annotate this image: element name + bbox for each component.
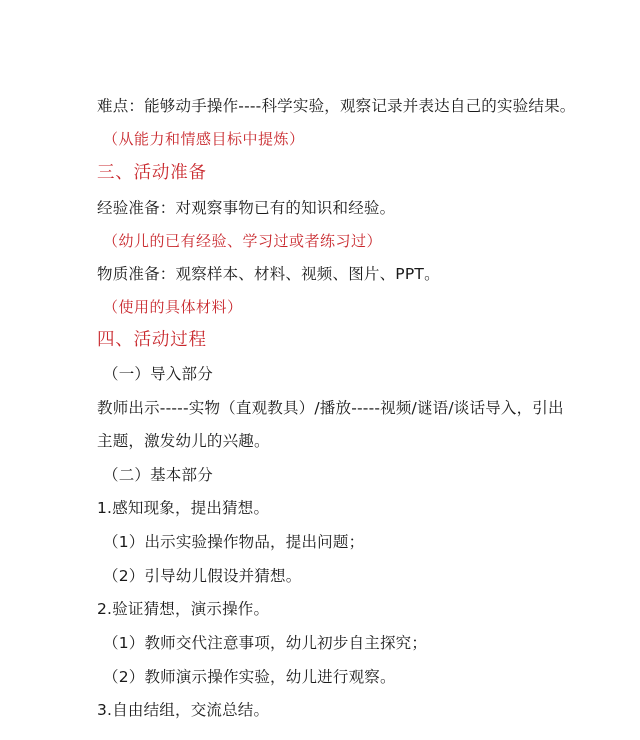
- difficulty-text: 难点：能够动手操作----科学实验，观察记录并表达自己的实验结果。: [97, 97, 576, 115]
- heading-process: 四、活动过程: [97, 330, 207, 350]
- step-1: 1.感知现象，提出猜想。: [97, 499, 270, 517]
- step-2-a: （1）教师交代注意事项，幼儿初步自主探究；: [103, 634, 428, 652]
- step-3: 3.自由结组，交流总结。: [97, 701, 270, 719]
- experience-prep-text: 经验准备：对观察事物已有的知识和经验。: [97, 199, 396, 217]
- note-experience: （幼儿的已有经验、学习过或者练习过）: [103, 232, 383, 250]
- step-2: 2.验证猜想，演示操作。: [97, 600, 270, 618]
- teacher-show-line-1: 教师出示-----实物（直观教具）/播放-----视频/谜语/谈话导入，引出: [97, 399, 564, 417]
- note-difficulty: （从能力和情感目标中提炼）: [103, 130, 305, 148]
- basic-part-title: （二）基本部分: [103, 466, 213, 484]
- material-prep-text: 物质准备：观察样本、材料、视频、图片、PPT。: [97, 265, 440, 283]
- teacher-show-line-2: 主题，激发幼儿的兴趣。: [97, 432, 270, 450]
- heading-preparation: 三、活动准备: [97, 163, 207, 183]
- step-1-a: （1）出示实验操作物品，提出问题；: [103, 533, 365, 551]
- step-1-b: （2）引导幼儿假设并猜想。: [103, 567, 302, 585]
- step-2-b: （2）教师演示操作实验，幼儿进行观察。: [103, 668, 396, 686]
- note-material: （使用的具体材料）: [103, 298, 243, 316]
- intro-part-title: （一）导入部分: [103, 365, 213, 383]
